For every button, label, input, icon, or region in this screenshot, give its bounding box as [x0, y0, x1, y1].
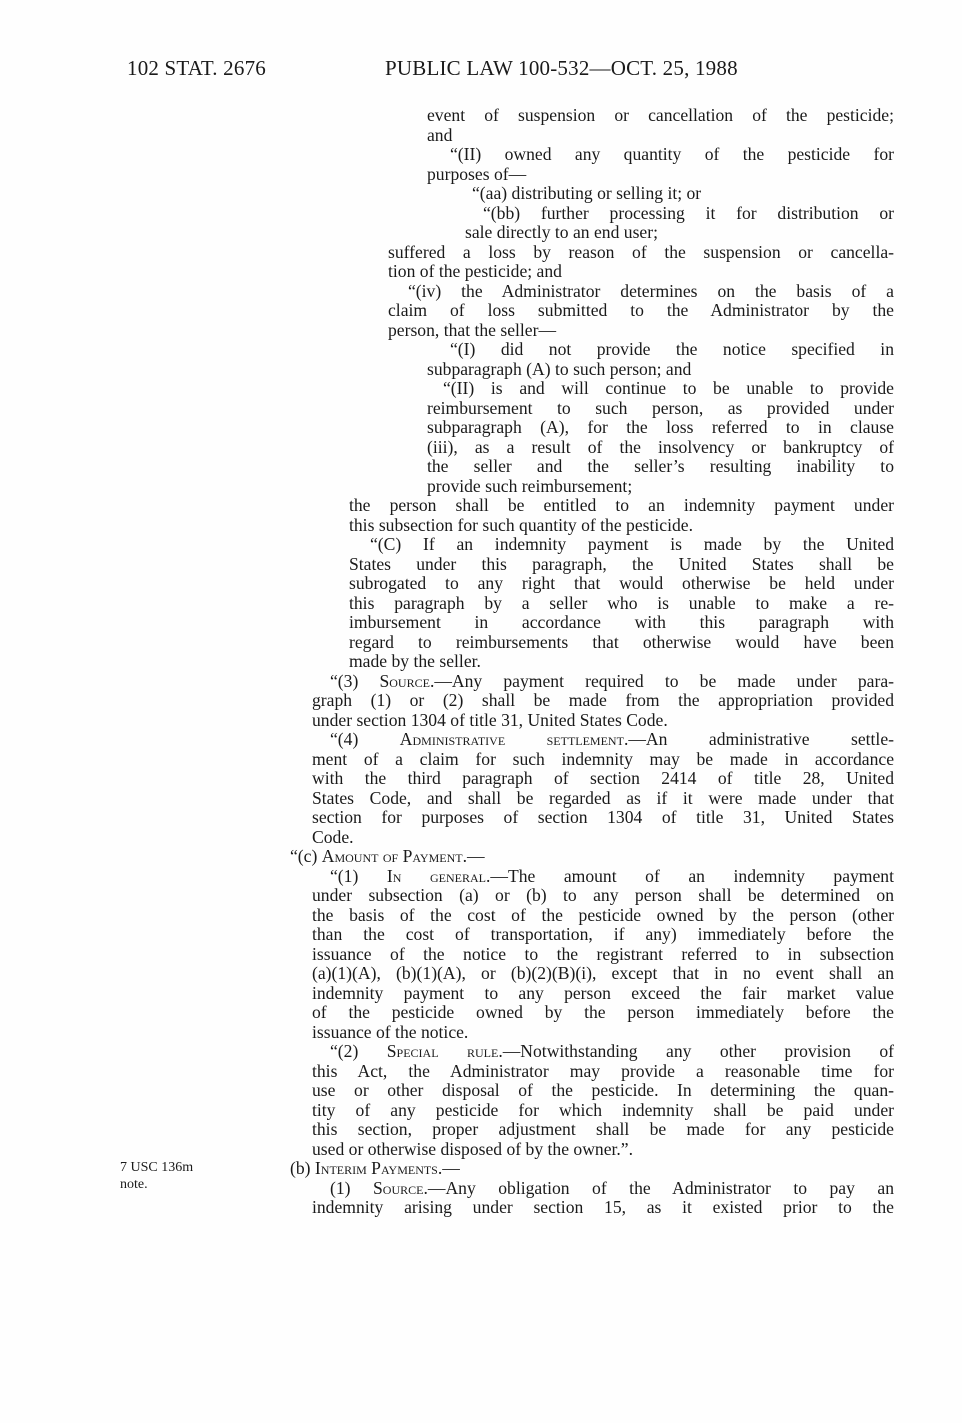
- text-line: [312, 1140, 894, 1160]
- line-text: “(I) did not provide the notice specified in: [450, 339, 894, 359]
- text-line: [427, 418, 894, 438]
- line-text: Code.: [312, 826, 354, 847]
- line-text: suffered a loss by reason of the suspension or cancella-: [388, 241, 894, 262]
- margin-citation-note: note.: [120, 1177, 148, 1192]
- section-heading: Amount of Payment: [321, 846, 463, 866]
- text-line: [330, 672, 894, 692]
- line-text: provide such reimbursement;: [427, 475, 633, 496]
- section-heading: Source: [379, 670, 430, 691]
- line-text: event of suspension or cancellation of the pesticide;: [427, 105, 894, 125]
- line-text: section for purposes of section 1304 of title 31, United States: [312, 807, 894, 827]
- line-text: this paragraph by a seller who is unable to make a re-: [349, 592, 894, 613]
- text-line: [349, 594, 894, 614]
- text-line: [427, 457, 894, 477]
- line-text: “(iv) the Administrator determines on the basis of a: [408, 280, 894, 301]
- line-text: this subsection for such quantity of the pesticide.: [349, 514, 693, 535]
- text-line: [427, 360, 894, 380]
- stat-page-number: 102 STAT. 2676: [127, 56, 266, 80]
- line-text: imbursement in accordance with this paragraph with: [349, 612, 894, 632]
- line-text: this section, proper adjustment shall be made for any pesticide: [312, 1119, 894, 1139]
- text-line: [330, 1179, 894, 1199]
- text-line: [349, 574, 894, 594]
- text-line: [450, 145, 894, 165]
- line-text: subparagraph (A), for the loss referred to in clause: [427, 417, 894, 437]
- text-line: [330, 730, 894, 750]
- line-text: used or otherwise disposed of by the owner.”.: [312, 1138, 634, 1159]
- text-line: [312, 828, 894, 848]
- paragraph-number: (b): [290, 1158, 315, 1178]
- text-line: [312, 1101, 894, 1121]
- text-line: [427, 165, 894, 185]
- line-text: .—The amount of an indemnity payment: [485, 865, 894, 886]
- text-line: [312, 691, 894, 711]
- text-line: [312, 945, 894, 965]
- text-line: [349, 652, 894, 672]
- line-text: indemnity arising under section 15, as it existed prior to the: [312, 1197, 894, 1217]
- line-text: this Act, the Administrator may provide a reasonable time for: [312, 1060, 894, 1081]
- paragraph-number: “(c): [290, 846, 322, 866]
- line-text: the seller and the seller’s resulting inability to: [427, 456, 894, 476]
- line-text: of the pesticide owned by the person immediately before the: [312, 1002, 894, 1022]
- line-text: “(C) If an indemnity payment is made by the United: [370, 534, 894, 554]
- line-text: issuance of the notice to the registrant referred to in subsection: [312, 943, 894, 964]
- text-line: [290, 1159, 894, 1179]
- line-text: sale directly to an end user;: [465, 222, 658, 242]
- line-text: graph (1) or (2) shall be made from the appropriation provided: [312, 690, 894, 710]
- line-text: “(II) is and will continue to be unable to provide: [443, 378, 894, 398]
- paragraph-number: “(4): [330, 729, 400, 749]
- line-text: indemnity payment to any person exceed the fair market value: [312, 982, 894, 1003]
- text-line: [349, 633, 894, 653]
- section-heading: Administrative settlement: [399, 729, 624, 749]
- line-text: ment of a claim for such indemnity may be made in accordance: [312, 748, 894, 769]
- line-text: .—An administrative settle-: [623, 729, 894, 749]
- line-text: and: [427, 124, 453, 145]
- line-text: tion of the pesticide; and: [388, 261, 562, 281]
- line-text: .—: [462, 846, 485, 866]
- text-line: [427, 126, 894, 146]
- text-line: [312, 1003, 894, 1023]
- section-heading: Source: [373, 1177, 424, 1198]
- line-text: (a)(1)(A), (b)(1)(A), or (b)(2)(B)(i), except that in no event shall an: [312, 963, 894, 983]
- text-line: [290, 847, 894, 867]
- paragraph-number: “(3): [330, 670, 380, 691]
- line-text: the basis of the cost of the pesticide owned by the person (other: [312, 904, 894, 925]
- text-line: [330, 867, 894, 887]
- text-line: [388, 321, 894, 341]
- line-text: .—Any payment required to be made under para-: [429, 670, 894, 691]
- section-heading: Interim Payments: [314, 1158, 438, 1178]
- text-line: [388, 301, 894, 321]
- text-line: [312, 964, 894, 984]
- line-text: “(bb) further processing it for distribution or: [483, 202, 894, 223]
- text-line: [427, 106, 894, 126]
- text-line: [427, 438, 894, 458]
- text-line: [472, 184, 894, 204]
- paragraph-number: “(1): [330, 865, 387, 886]
- text-line: [450, 340, 894, 360]
- line-text: .—Notwithstanding any other provision of: [498, 1041, 894, 1061]
- text-line: [312, 769, 894, 789]
- text-line: [312, 1023, 894, 1043]
- line-text: regard to reimbursements that otherwise would have been: [349, 631, 894, 652]
- text-line: [427, 399, 894, 419]
- text-line: [312, 1198, 894, 1218]
- line-text: than the cost of transportation, if any) immediately before the: [312, 924, 894, 944]
- text-line: [483, 204, 894, 224]
- text-line: [408, 282, 894, 302]
- text-line: [349, 613, 894, 633]
- text-line: [388, 243, 894, 263]
- text-line: [312, 808, 894, 828]
- text-line: [312, 886, 894, 906]
- text-line: [349, 555, 894, 575]
- line-text: States under this paragraph, the United States shall be: [349, 553, 894, 574]
- text-line: [312, 925, 894, 945]
- line-text: claim of loss submitted to the Administrator by the: [388, 300, 894, 320]
- section-heading: Special rule: [386, 1041, 499, 1061]
- text-line: [312, 906, 894, 926]
- line-text: made by the seller.: [349, 651, 481, 671]
- text-line: [312, 750, 894, 770]
- text-line: [312, 1081, 894, 1101]
- line-text: subparagraph (A) to such person; and: [427, 358, 692, 379]
- text-line: [349, 496, 894, 516]
- line-text: use or other disposal of the pesticide. In determining the quan-: [312, 1080, 894, 1100]
- text-line: [465, 223, 894, 243]
- text-line: [312, 984, 894, 1004]
- margin-citation: 7 USC 136m: [120, 1160, 194, 1175]
- line-text: person, that the seller—: [388, 319, 557, 340]
- text-line: [312, 1120, 894, 1140]
- line-text: reimbursement to such person, as provided under: [427, 397, 894, 418]
- paragraph-number: (1): [330, 1177, 373, 1198]
- line-text: tity of any pesticide for which indemnity shall be paid under: [312, 1099, 894, 1120]
- line-text: (iii), as a result of the insolvency or bankruptcy of: [427, 436, 894, 457]
- text-line: [330, 1042, 894, 1062]
- line-text: issuance of the notice.: [312, 1021, 469, 1042]
- text-line: [388, 262, 894, 282]
- line-text: purposes of—: [427, 163, 527, 184]
- text-line: [443, 379, 894, 399]
- text-line: [312, 789, 894, 809]
- text-line: [312, 711, 894, 731]
- text-line: [427, 477, 894, 497]
- text-line: [349, 516, 894, 536]
- line-text: the person shall be entitled to an indemnity payment under: [349, 495, 894, 515]
- line-text: States Code, and shall be regarded as if it were made under that: [312, 787, 894, 808]
- text-line: [312, 1062, 894, 1082]
- section-heading: In general: [386, 865, 486, 886]
- text-line: [370, 535, 894, 555]
- line-text: .—Any obligation of the Administrator to pay an: [423, 1177, 894, 1198]
- line-text: subrogated to any right that would otherwise be held under: [349, 573, 894, 593]
- line-text: “(II) owned any quantity of the pesticide for: [450, 144, 894, 164]
- line-text: with the third paragraph of section 2414 of title 28, United: [312, 768, 894, 788]
- line-text: under subsection (a) or (b) to any person shall be determined on: [312, 885, 894, 905]
- public-law-header: PUBLIC LAW 100-532—OCT. 25, 1988: [385, 56, 738, 80]
- line-text: under section 1304 of title 31, United States Code.: [312, 709, 668, 730]
- paragraph-number: “(2): [330, 1041, 387, 1061]
- line-text: .—: [437, 1158, 460, 1178]
- line-text: “(aa) distributing or selling it; or: [472, 183, 702, 203]
